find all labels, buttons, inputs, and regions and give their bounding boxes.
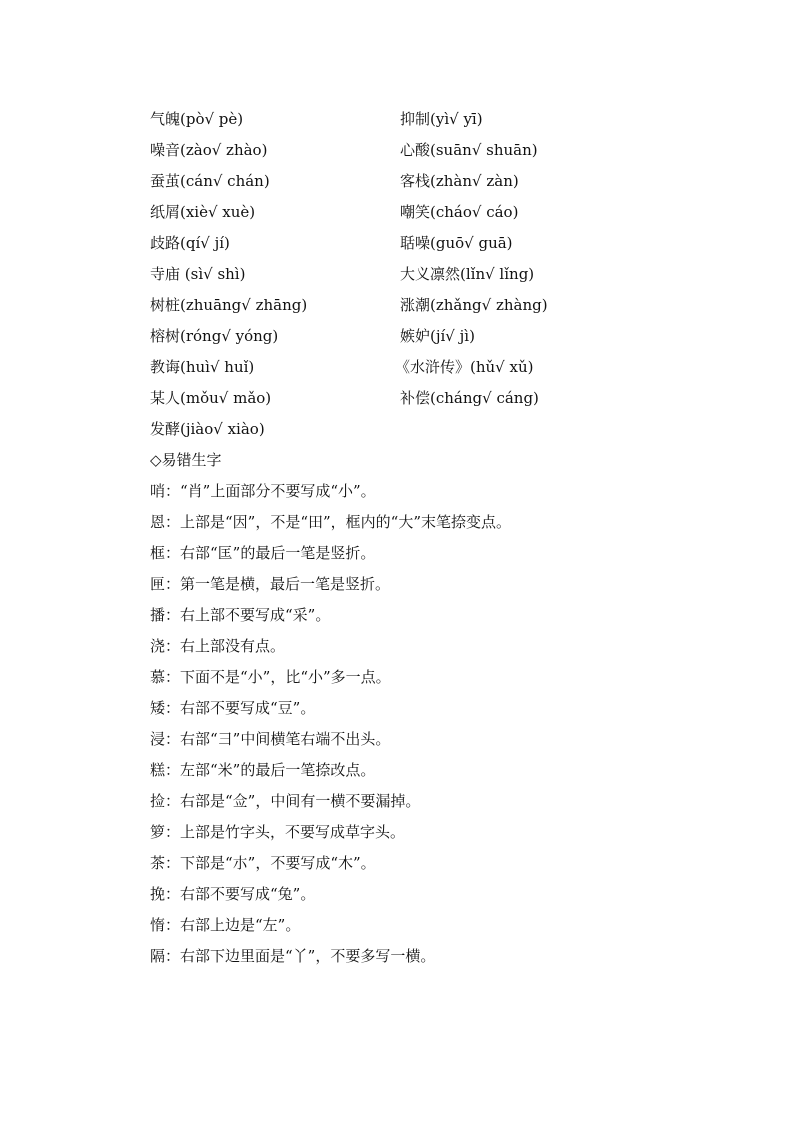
list-item: 框：右部“匡”的最后一笔是竖折。 [150, 544, 376, 562]
list-item: 恩：上部是“因”，不是“田”，框内的“大”末笔捺变点。 [150, 513, 512, 531]
list-item: 慕：下面不是“小”，比“小”多一点。 [150, 668, 391, 686]
pronunciation-right: 客栈(zhàn√ zàn) [400, 172, 519, 190]
list-item: 糕：左部“米”的最后一笔捺改点。 [150, 761, 376, 779]
list-item: 隔：右部下边里面是“丫”，不要多写一横。 [150, 947, 436, 965]
pronunciation-left: 蚕茧(cán√ chán) [150, 172, 270, 190]
list-item: 浸：右部“彐”中间横笔右端不出头。 [150, 730, 391, 748]
list-item: 茶：下部是“朩”，不要写成“木”。 [150, 854, 376, 872]
pronunciation-left: 歧路(qí√ jí) [150, 234, 230, 252]
pronunciation-left: 寺庙 (sì√ shì) [150, 265, 246, 283]
pronunciation-left: 气魄(pò√ pè) [150, 110, 244, 128]
error-prone-characters-list [150, 476, 710, 972]
pronunciation-right: 《水浒传》(hǔ√ xǔ) [395, 358, 534, 376]
pronunciation-right: 抑制(yì√ yī) [400, 110, 483, 128]
pronunciation-left: 教诲(huì√ huǐ) [150, 358, 255, 376]
pronunciation-right: 嫉妒(jí√ jì) [400, 327, 475, 345]
list-item: 矮：右部不要写成“豆”。 [150, 699, 316, 717]
pronunciation-left: 纸屑(xiè√ xuè) [150, 203, 256, 221]
pronunciation-right: 补偿(cháng√ cáng) [400, 389, 539, 407]
pronunciation-left: 噪音(zào√ zhào) [150, 141, 268, 159]
section-title: ◇易错生字 [150, 451, 222, 469]
list-item: 惰：右部上边是“左”。 [150, 916, 301, 934]
pronunciation-right: 大义凛然(lǐn√ lǐng) [400, 265, 535, 283]
pronunciation-right: 嘲笑(cháo√ cáo) [400, 203, 519, 221]
pronunciation-table [150, 104, 710, 445]
pronunciation-right [400, 414, 700, 445]
pronunciation-right: 涨潮(zhǎng√ zhàng) [400, 296, 548, 314]
pronunciation-right: 聒噪(guō√ guā) [400, 234, 513, 252]
list-item: 捡：右部是“佥”，中间有一横不要漏掉。 [150, 792, 421, 810]
document-content [150, 104, 710, 972]
pronunciation-left: 榕树(róng√ yóng) [150, 327, 279, 345]
list-item: 浇：右上部没有点。 [150, 637, 286, 655]
pronunciation-left: 发酵(jiào√ xiào) [150, 420, 265, 438]
list-item: 匣：第一笔是横，最后一笔是竖折。 [150, 575, 391, 593]
list-item: 挽：右部不要写成“兔”。 [150, 885, 316, 903]
pronunciation-right: 心酸(suān√ shuān) [400, 141, 538, 159]
pronunciation-left: 树桩(zhuāng√ zhāng) [150, 296, 308, 314]
list-item: 箩：上部是竹字头，不要写成草字头。 [150, 823, 406, 841]
list-item: 哨：“肖”上面部分不要写成“小”。 [150, 482, 376, 500]
list-item: 播：右上部不要写成“采”。 [150, 606, 331, 624]
pronunciation-left: 某人(mǒu√ mǎo) [150, 389, 272, 407]
